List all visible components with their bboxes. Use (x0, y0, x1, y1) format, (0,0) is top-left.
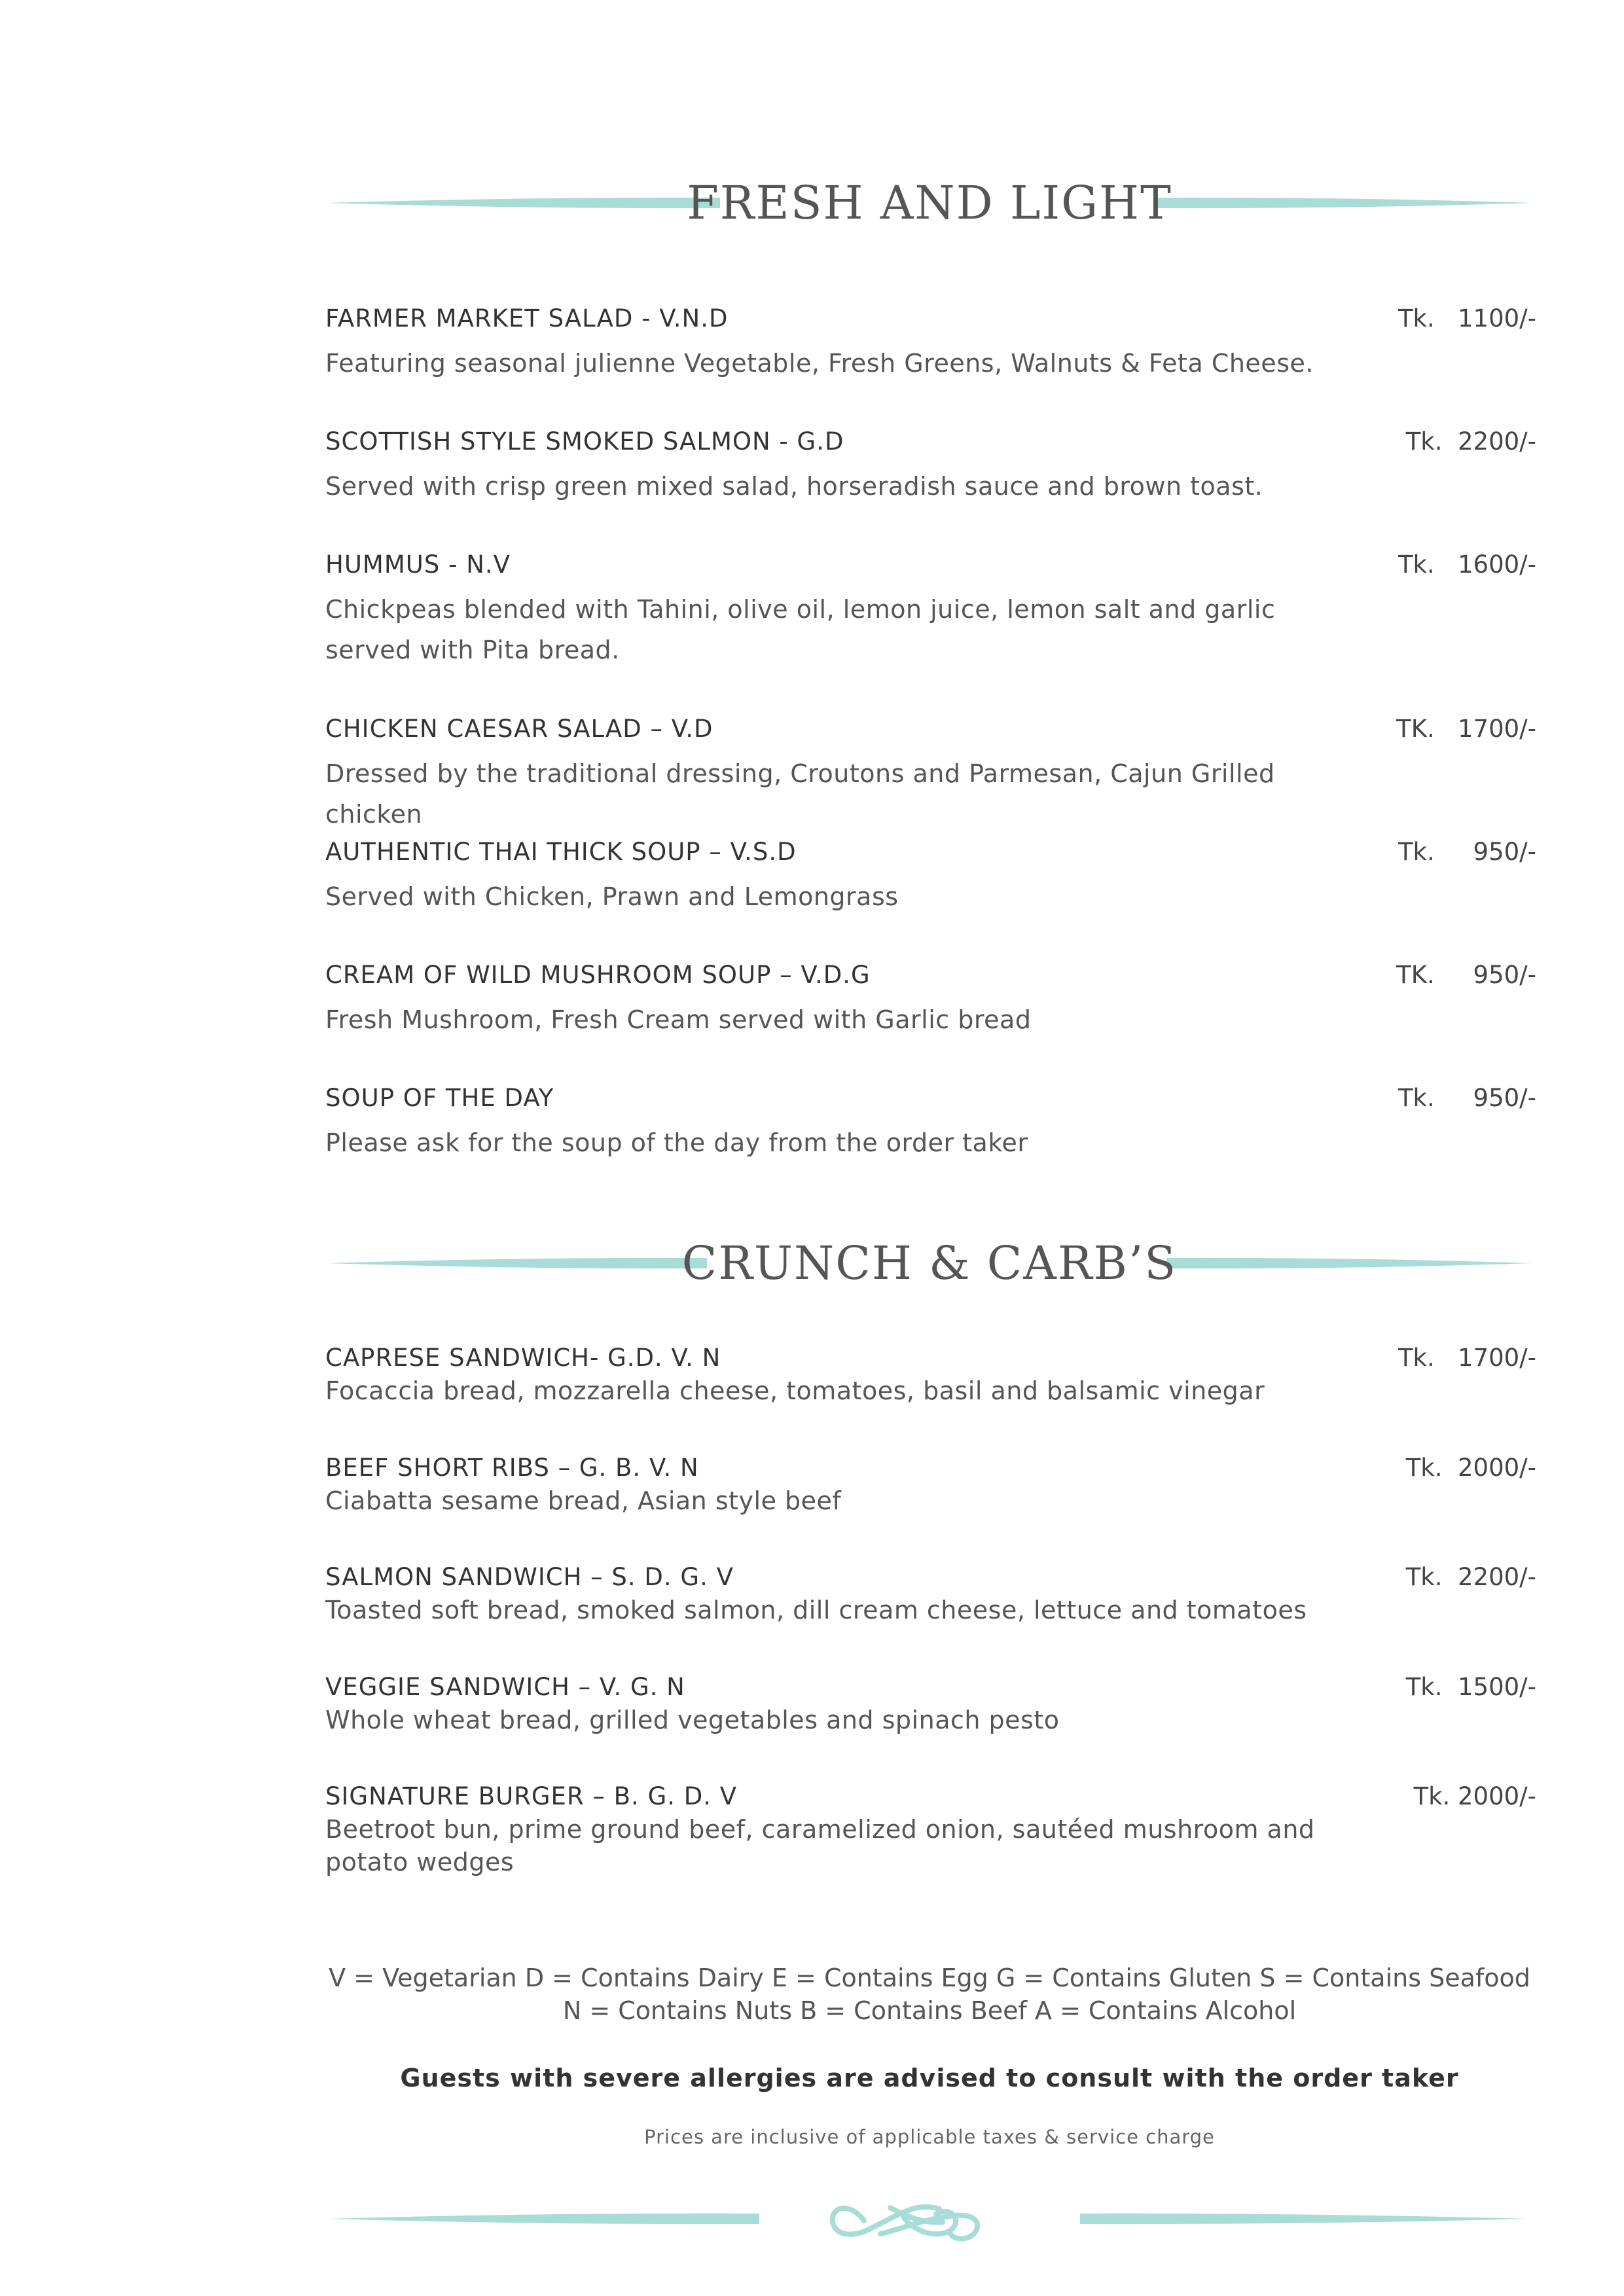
item-name: SOUP OF THE DAY (325, 1084, 554, 1112)
item-description: Please ask for the soup of the day from the order taker (325, 1128, 1028, 1157)
item-name: FARMER MARKET SALAD - V.N.D (325, 304, 729, 332)
item-name: SIGNATURE BURGER – B. G. D. V (325, 1782, 738, 1810)
item-description: Toasted soft bread, smoked salmon, dill cream cheese, lettuce and tomatoes (325, 1596, 1307, 1624)
item-name: HUMMUS - N.V (325, 550, 511, 579)
item-price: Tk. 950/- (1398, 1084, 1536, 1112)
item-price: Tk. 1700/- (1398, 1344, 1536, 1372)
item-price: Tk. 2000/- (1405, 1454, 1536, 1482)
dietary-legend-line-2: N = Contains Nuts B = Contains Beef A = Contains Alcohol (562, 1996, 1297, 2025)
item-description: Beetroot bun, prime ground beef, caramelized onion, sautéed mushroom and potato wedges (325, 1815, 1315, 1876)
item-description: Dressed by the traditional dressing, Croutons and Parmesan, Cajun Grilled chicken (325, 759, 1275, 829)
item-price: Tk. 2000/- (1413, 1782, 1536, 1810)
item-name: CHICKEN CAESAR SALAD – V.D (325, 715, 713, 743)
dietary-legend-line-1: V = Vegetarian D = Contains Dairy E = Contains Egg G = Contains Gluten S = Contains Seafood (329, 1964, 1530, 1992)
item-description: Fresh Mushroom, Fresh Cream served with Garlic bread (325, 1005, 1032, 1034)
item-name: SCOTTISH STYLE SMOKED SALMON - G.D (325, 427, 844, 456)
allergy-advisory: Guests with severe allergies are advised to consult with the order taker (400, 2064, 1459, 2092)
item-description: Focaccia bread, mozzarella cheese, tomatoes, basil and balsamic vinegar (325, 1376, 1265, 1405)
item-price: TK. 1700/- (1396, 715, 1536, 743)
item-name: SALMON SANDWICH – S. D. G. V (325, 1563, 734, 1591)
item-name: VEGGIE SANDWICH – V. G. N (325, 1673, 685, 1701)
item-description: Ciabatta sesame bread, Asian style beef (325, 1486, 842, 1515)
item-description: Served with crisp green mixed salad, horseradish sauce and brown toast. (325, 472, 1263, 501)
item-price: Tk. 950/- (1398, 838, 1536, 866)
section-header-fresh-and-light (327, 173, 1532, 232)
item-price: TK. 950/- (1396, 961, 1536, 989)
item-price: Tk. 1600/- (1398, 550, 1536, 579)
item-description: Chickpeas blended with Tahini, olive oil, lemon juice, lemon salt and garlic served with Pita bread. (325, 595, 1276, 664)
section-header-crunch-and-carbs (327, 1234, 1532, 1293)
tax-note: Prices are inclusive of applicable taxes & service charge (644, 2126, 1215, 2148)
item-description: Featuring seasonal julienne Vegetable, Fresh Greens, Walnuts & Feta Cheese. (325, 349, 1314, 378)
item-description: Whole wheat bread, grilled vegetables and spinach pesto (325, 1706, 1060, 1734)
item-name: AUTHENTIC THAI THICK SOUP – V.S.D (325, 838, 797, 866)
item-name: CAPRESE SANDWICH- G.D. V. N (325, 1344, 721, 1372)
item-description: Served with Chicken, Prawn and Lemongrass (325, 882, 899, 911)
section-title: FRESH AND LIGHT (687, 176, 1172, 230)
flourish-ornament-icon (327, 2183, 1532, 2255)
item-price: Tk. 1100/- (1398, 304, 1536, 332)
section-title: CRUNCH & CARB’S (681, 1236, 1178, 1290)
item-name: CREAM OF WILD MUSHROOM SOUP – V.D.G (325, 961, 871, 989)
item-price: Tk. 2200/- (1405, 1563, 1536, 1591)
item-price: Tk. 1500/- (1405, 1673, 1536, 1701)
item-name: BEEF SHORT RIBS – G. B. V. N (325, 1454, 699, 1482)
item-price: Tk. 2200/- (1405, 427, 1536, 456)
